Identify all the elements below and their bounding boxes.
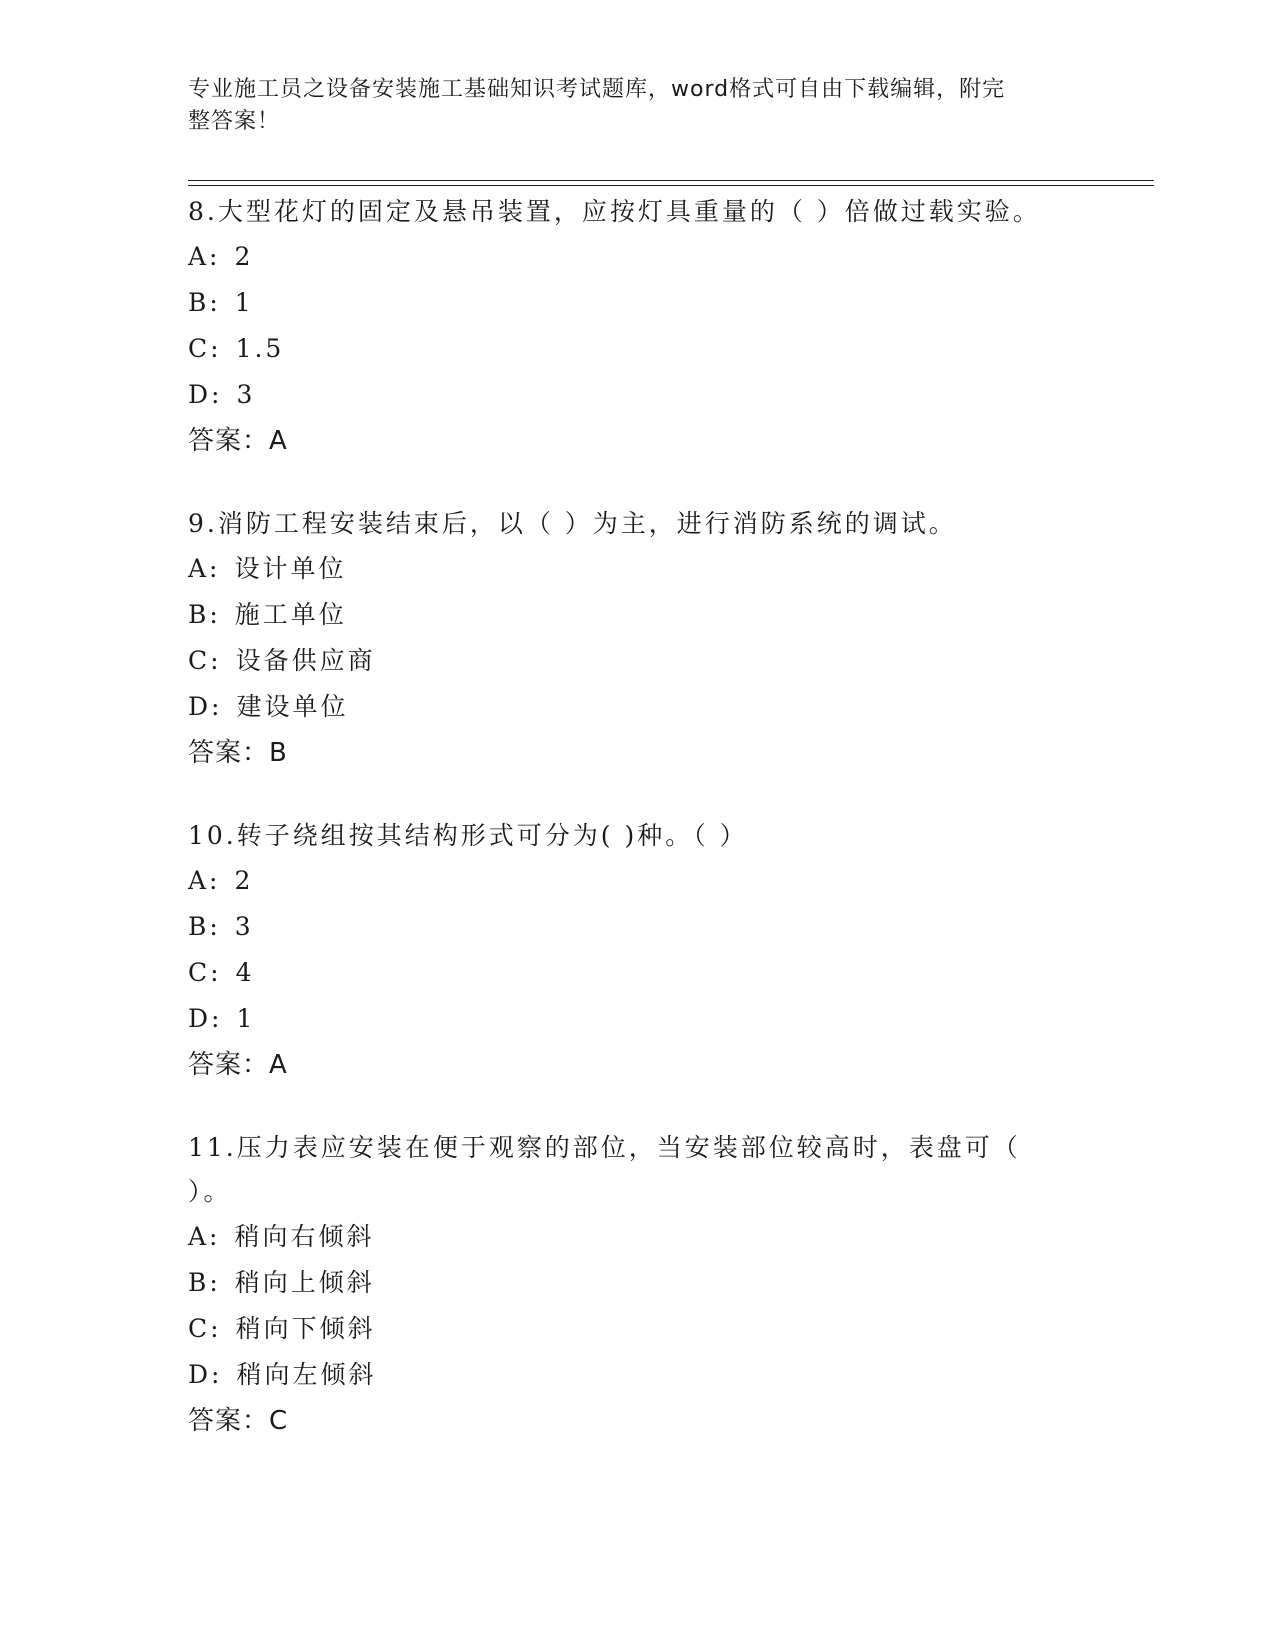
header-line-1: 专业施工员之设备安装施工基础知识考试题库，word格式可自由下载编辑，附完 <box>188 77 1006 102</box>
option-b <box>188 280 1088 326</box>
question-stem: 9.消防工程安装结束后，以（ ）为主，进行消防系统的调试。 <box>188 509 957 538</box>
option-letter: A: <box>188 242 221 271</box>
header-divider-bottom <box>188 185 1154 186</box>
option-letter: A: <box>188 866 221 895</box>
option-text: 稍向下倾斜 <box>235 1314 376 1343</box>
option-c <box>188 1306 1088 1352</box>
option-letter: D: <box>188 692 223 721</box>
option-text: 3 <box>234 912 254 941</box>
option-letter: A: <box>188 1222 221 1251</box>
option-d <box>188 372 1088 418</box>
option-letter: C: <box>188 1314 222 1343</box>
question-stem-line-2: ）。 <box>188 1177 232 1206</box>
answer-line: 答案：A <box>188 426 288 456</box>
question-8 <box>188 190 1088 464</box>
option-letter: B: <box>188 288 221 317</box>
question-10 <box>188 814 1088 1088</box>
option-letter: B: <box>188 600 221 629</box>
answer-line: 答案：C <box>188 1406 289 1436</box>
option-c <box>188 950 1088 996</box>
option-text: 稍向右倾斜 <box>234 1222 375 1251</box>
option-c <box>188 638 1088 684</box>
option-letter: C: <box>188 646 222 675</box>
answer-line: 答案：A <box>188 1050 288 1080</box>
option-text: 施工单位 <box>234 600 347 629</box>
option-a <box>188 858 1088 904</box>
question-stem: 10.转子绕组按其结构形式可分为( )种。（ ） <box>188 821 748 850</box>
option-b <box>188 1260 1088 1306</box>
option-d <box>188 1352 1088 1398</box>
option-a <box>188 546 1088 592</box>
option-text: 稍向左倾斜 <box>236 1360 377 1389</box>
option-text: 2 <box>234 242 254 271</box>
option-text: 2 <box>234 866 254 895</box>
option-a <box>188 234 1088 280</box>
option-text: 稍向上倾斜 <box>234 1268 375 1297</box>
option-text: 1 <box>234 288 254 317</box>
option-letter: B: <box>188 912 221 941</box>
option-text: 3 <box>236 380 256 409</box>
document-header <box>188 74 1068 138</box>
option-d <box>188 684 1088 730</box>
option-text: 4 <box>235 958 255 987</box>
answer-line: 答案：B <box>188 738 288 768</box>
option-text: 建设单位 <box>236 692 349 721</box>
option-letter: D: <box>188 380 223 409</box>
option-b <box>188 904 1088 950</box>
option-letter: D: <box>188 1004 223 1033</box>
option-letter: D: <box>188 1360 223 1389</box>
question-stem: 8.大型花灯的固定及悬吊装置，应按灯具重量的（ ）倍做过载实验。 <box>188 197 1041 226</box>
option-c <box>188 326 1088 372</box>
option-text: 设计单位 <box>234 554 347 583</box>
option-text: 1.5 <box>235 334 285 363</box>
question-9 <box>188 502 1088 776</box>
header-divider-top <box>188 180 1154 181</box>
option-letter: C: <box>188 334 222 363</box>
option-text: 设备供应商 <box>235 646 376 675</box>
question-11 <box>188 1126 1088 1444</box>
option-letter: B: <box>188 1268 221 1297</box>
header-line-2: 整答案！ <box>188 109 281 134</box>
option-letter: A: <box>188 554 221 583</box>
option-a <box>188 1214 1088 1260</box>
option-text: 1 <box>236 1004 256 1033</box>
question-stem-line-1: 11.压力表应安装在便于观察的部位，当安装部位较高时，表盘可（ <box>188 1133 1021 1162</box>
option-letter: C: <box>188 958 222 987</box>
option-d <box>188 996 1088 1042</box>
option-b <box>188 592 1088 638</box>
